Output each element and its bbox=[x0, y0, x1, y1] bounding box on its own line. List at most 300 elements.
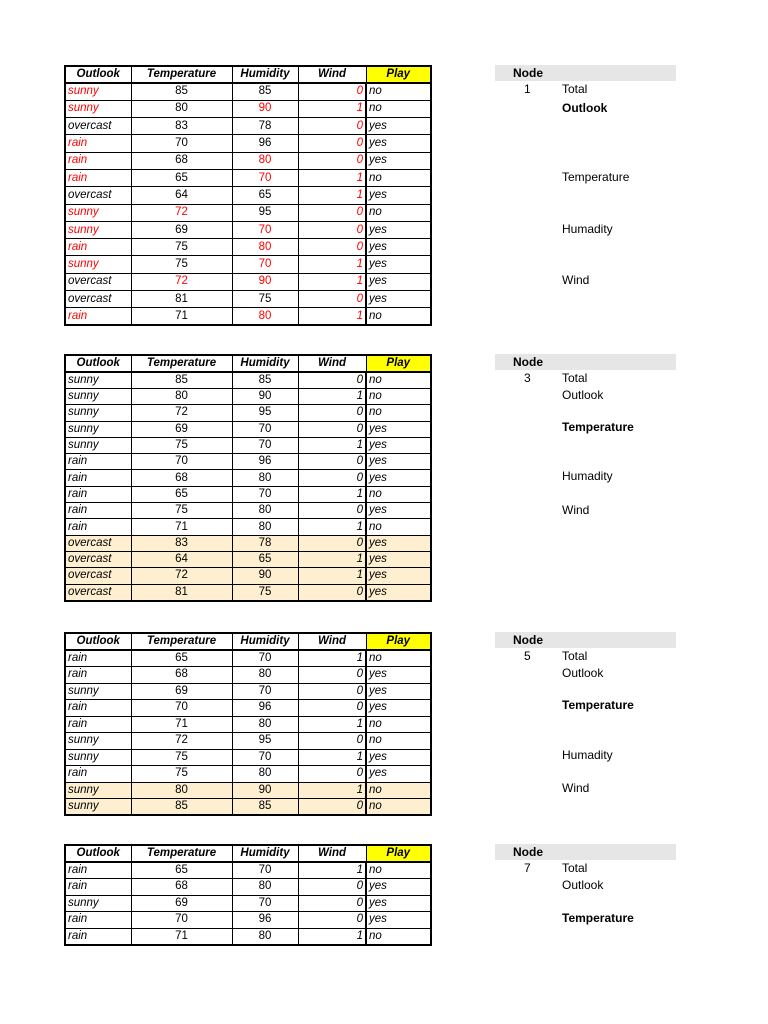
cell-temperature[interactable]: 68 bbox=[131, 152, 232, 169]
cell-humidity[interactable]: 70 bbox=[232, 256, 298, 273]
header-play[interactable]: Play bbox=[366, 845, 431, 862]
cell-temperature[interactable]: 72 bbox=[131, 204, 232, 221]
cell-play[interactable]: yes bbox=[366, 683, 431, 700]
cell-temperature[interactable]: 80 bbox=[131, 100, 232, 117]
cell-play[interactable]: yes bbox=[366, 749, 431, 766]
node-number: 3 bbox=[524, 371, 531, 385]
cell-temperature[interactable]: 81 bbox=[131, 291, 232, 308]
table-header-row bbox=[65, 66, 431, 83]
table-row bbox=[65, 799, 431, 816]
header-humidity[interactable]: Humidity bbox=[232, 66, 298, 83]
cell-wind[interactable]: 1 bbox=[298, 749, 366, 766]
cell-play[interactable]: no bbox=[366, 389, 431, 405]
cell-temperature[interactable]: 65 bbox=[131, 486, 232, 502]
cell-humidity[interactable]: 70 bbox=[232, 486, 298, 502]
cell-humidity[interactable]: 96 bbox=[232, 454, 298, 470]
cell-wind[interactable]: 0 bbox=[298, 895, 366, 912]
cell-wind[interactable]: 1 bbox=[298, 308, 366, 325]
cell-temperature[interactable]: 69 bbox=[131, 683, 232, 700]
node-panel-4 bbox=[495, 844, 676, 934]
table-row bbox=[65, 389, 431, 405]
cell-play[interactable]: no bbox=[366, 862, 431, 879]
data-table-1 bbox=[64, 65, 432, 326]
cell-wind[interactable]: 0 bbox=[298, 221, 366, 238]
cell-temperature[interactable]: 68 bbox=[131, 470, 232, 486]
node-total-label: Total bbox=[562, 649, 588, 663]
cell-outlook[interactable]: rain bbox=[65, 486, 131, 502]
cell-outlook[interactable]: sunny bbox=[65, 799, 131, 816]
cell-wind[interactable]: 0 bbox=[298, 503, 366, 519]
table-row bbox=[65, 568, 431, 584]
cell-humidity[interactable]: 75 bbox=[232, 584, 298, 601]
cell-outlook[interactable]: rain bbox=[65, 862, 131, 879]
cell-play[interactable]: no bbox=[366, 928, 431, 945]
cell-play[interactable]: no bbox=[366, 650, 431, 667]
cell-outlook[interactable]: sunny bbox=[65, 204, 131, 221]
header-play[interactable]: Play bbox=[366, 66, 431, 83]
cell-temperature[interactable]: 75 bbox=[131, 766, 232, 783]
node-header bbox=[495, 354, 676, 370]
table-row bbox=[65, 912, 431, 929]
cell-play[interactable]: yes bbox=[366, 273, 431, 290]
cell-temperature[interactable]: 70 bbox=[131, 912, 232, 929]
table-row bbox=[65, 100, 431, 117]
table-row bbox=[65, 716, 431, 733]
cell-wind[interactable]: 0 bbox=[298, 535, 366, 551]
cell-outlook[interactable]: rain bbox=[65, 716, 131, 733]
cell-humidity[interactable]: 80 bbox=[232, 308, 298, 325]
cell-humidity[interactable]: 75 bbox=[232, 291, 298, 308]
node-header bbox=[495, 632, 676, 648]
cell-humidity[interactable]: 80 bbox=[232, 766, 298, 783]
cell-humidity[interactable]: 96 bbox=[232, 700, 298, 717]
table-row bbox=[65, 895, 431, 912]
cell-outlook[interactable]: sunny bbox=[65, 256, 131, 273]
cell-wind[interactable]: 0 bbox=[298, 584, 366, 601]
cell-wind[interactable]: 1 bbox=[298, 650, 366, 667]
cell-play[interactable]: yes bbox=[366, 470, 431, 486]
table-row bbox=[65, 273, 431, 290]
cell-play[interactable]: no bbox=[366, 169, 431, 186]
cell-humidity[interactable]: 96 bbox=[232, 912, 298, 929]
node-total-label: Total bbox=[562, 82, 588, 96]
header-outlook[interactable]: Outlook bbox=[65, 355, 131, 372]
cell-play[interactable]: no bbox=[366, 405, 431, 421]
cell-temperature[interactable]: 65 bbox=[131, 169, 232, 186]
cell-wind[interactable]: 1 bbox=[298, 519, 366, 535]
cell-humidity[interactable]: 70 bbox=[232, 437, 298, 453]
header-play[interactable]: Play bbox=[366, 355, 431, 372]
cell-wind[interactable]: 0 bbox=[298, 683, 366, 700]
table-row bbox=[65, 308, 431, 325]
cell-wind[interactable]: 1 bbox=[298, 389, 366, 405]
table-row bbox=[65, 928, 431, 945]
cell-play[interactable]: yes bbox=[366, 879, 431, 896]
cell-outlook[interactable]: overcast bbox=[65, 187, 131, 204]
cell-temperature[interactable]: 71 bbox=[131, 928, 232, 945]
cell-humidity[interactable]: 65 bbox=[232, 187, 298, 204]
cell-outlook[interactable]: rain bbox=[65, 470, 131, 486]
cell-temperature[interactable]: 70 bbox=[131, 700, 232, 717]
table-header-row bbox=[65, 355, 431, 372]
cell-wind[interactable]: 1 bbox=[298, 256, 366, 273]
header-humidity[interactable]: Humidity bbox=[232, 355, 298, 372]
cell-outlook[interactable]: sunny bbox=[65, 83, 131, 100]
table-row bbox=[65, 733, 431, 750]
cell-wind[interactable]: 1 bbox=[298, 568, 366, 584]
cell-play[interactable]: no bbox=[366, 486, 431, 502]
table-row bbox=[65, 83, 431, 100]
table-row bbox=[65, 256, 431, 273]
cell-outlook[interactable]: sunny bbox=[65, 389, 131, 405]
header-temperature[interactable]: Temperature bbox=[131, 845, 232, 862]
cell-outlook[interactable]: rain bbox=[65, 308, 131, 325]
node-attr-wind: Wind bbox=[562, 503, 590, 517]
table-row bbox=[65, 221, 431, 238]
cell-play[interactable]: yes bbox=[366, 535, 431, 551]
cell-outlook[interactable]: sunny bbox=[65, 733, 131, 750]
node-label: Node bbox=[513, 845, 543, 859]
table-row bbox=[65, 766, 431, 783]
cell-temperature[interactable]: 69 bbox=[131, 421, 232, 437]
cell-outlook[interactable]: overcast bbox=[65, 118, 131, 135]
cell-play[interactable]: yes bbox=[366, 187, 431, 204]
table-row bbox=[65, 152, 431, 169]
cell-wind[interactable]: 0 bbox=[298, 879, 366, 896]
cell-humidity[interactable]: 80 bbox=[232, 470, 298, 486]
cell-humidity[interactable]: 95 bbox=[232, 405, 298, 421]
cell-play[interactable]: yes bbox=[366, 118, 431, 135]
header-outlook[interactable]: Outlook bbox=[65, 633, 131, 650]
cell-wind[interactable]: 0 bbox=[298, 912, 366, 929]
cell-humidity[interactable]: 70 bbox=[232, 169, 298, 186]
cell-humidity[interactable]: 80 bbox=[232, 152, 298, 169]
cell-humidity[interactable]: 78 bbox=[232, 535, 298, 551]
cell-humidity[interactable]: 80 bbox=[232, 667, 298, 684]
table-row bbox=[65, 667, 431, 684]
cell-temperature[interactable]: 83 bbox=[131, 118, 232, 135]
cell-outlook[interactable]: sunny bbox=[65, 895, 131, 912]
header-temperature[interactable]: Temperature bbox=[131, 633, 232, 650]
cell-wind[interactable]: 0 bbox=[298, 291, 366, 308]
cell-temperature[interactable]: 71 bbox=[131, 308, 232, 325]
cell-play[interactable]: no bbox=[366, 83, 431, 100]
table-row bbox=[65, 862, 431, 879]
cell-humidity[interactable]: 70 bbox=[232, 650, 298, 667]
node-attr-wind: Wind bbox=[562, 273, 590, 287]
node-label: Node bbox=[513, 66, 543, 80]
cell-play[interactable]: no bbox=[366, 100, 431, 117]
cell-temperature[interactable]: 75 bbox=[131, 256, 232, 273]
node-attr-outlook: Outlook bbox=[562, 388, 604, 402]
cell-temperature[interactable]: 65 bbox=[131, 650, 232, 667]
cell-temperature[interactable]: 64 bbox=[131, 551, 232, 567]
cell-outlook[interactable]: sunny bbox=[65, 372, 131, 389]
node-panel-3 bbox=[495, 632, 676, 804]
table-row bbox=[65, 118, 431, 135]
cell-wind[interactable]: 0 bbox=[298, 700, 366, 717]
node-panel-1 bbox=[495, 65, 676, 296]
cell-wind[interactable]: 1 bbox=[298, 782, 366, 799]
cell-temperature[interactable]: 68 bbox=[131, 879, 232, 896]
cell-temperature[interactable]: 75 bbox=[131, 437, 232, 453]
table-row bbox=[65, 372, 431, 389]
node-header bbox=[495, 844, 676, 860]
cell-wind[interactable]: 1 bbox=[298, 551, 366, 567]
cell-humidity[interactable]: 96 bbox=[232, 135, 298, 152]
node-attr-outlook: Outlook bbox=[562, 666, 604, 680]
cell-outlook[interactable]: rain bbox=[65, 503, 131, 519]
cell-humidity[interactable]: 85 bbox=[232, 799, 298, 816]
cell-outlook[interactable]: sunny bbox=[65, 683, 131, 700]
table-row bbox=[65, 454, 431, 470]
cell-wind[interactable]: 0 bbox=[298, 766, 366, 783]
header-humidity[interactable]: Humidity bbox=[232, 845, 298, 862]
header-humidity[interactable]: Humidity bbox=[232, 633, 298, 650]
cell-play[interactable]: no bbox=[366, 799, 431, 816]
header-outlook[interactable]: Outlook bbox=[65, 845, 131, 862]
cell-wind[interactable]: 0 bbox=[298, 83, 366, 100]
cell-humidity[interactable]: 70 bbox=[232, 421, 298, 437]
cell-temperature[interactable]: 85 bbox=[131, 372, 232, 389]
cell-outlook[interactable]: rain bbox=[65, 912, 131, 929]
cell-humidity[interactable]: 85 bbox=[232, 372, 298, 389]
cell-humidity[interactable]: 80 bbox=[232, 503, 298, 519]
cell-humidity[interactable]: 70 bbox=[232, 749, 298, 766]
cell-play[interactable]: yes bbox=[366, 584, 431, 601]
cell-temperature[interactable]: 68 bbox=[131, 667, 232, 684]
cell-play[interactable]: no bbox=[366, 733, 431, 750]
cell-temperature[interactable]: 80 bbox=[131, 389, 232, 405]
cell-outlook[interactable]: rain bbox=[65, 135, 131, 152]
header-outlook[interactable]: Outlook bbox=[65, 66, 131, 83]
header-play[interactable]: Play bbox=[366, 633, 431, 650]
cell-outlook[interactable]: rain bbox=[65, 454, 131, 470]
cell-play[interactable]: yes bbox=[366, 766, 431, 783]
cell-outlook[interactable]: sunny bbox=[65, 437, 131, 453]
cell-temperature[interactable]: 85 bbox=[131, 799, 232, 816]
cell-play[interactable]: no bbox=[366, 782, 431, 799]
cell-wind[interactable]: 0 bbox=[298, 118, 366, 135]
cell-play[interactable]: yes bbox=[366, 256, 431, 273]
cell-wind[interactable]: 0 bbox=[298, 454, 366, 470]
table-row bbox=[65, 879, 431, 896]
cell-temperature[interactable]: 80 bbox=[131, 782, 232, 799]
table-row bbox=[65, 437, 431, 453]
header-temperature[interactable]: Temperature bbox=[131, 355, 232, 372]
cell-humidity[interactable]: 90 bbox=[232, 100, 298, 117]
cell-wind[interactable]: 0 bbox=[298, 799, 366, 816]
cell-wind[interactable]: 0 bbox=[298, 204, 366, 221]
header-wind[interactable]: Wind bbox=[298, 633, 366, 650]
cell-outlook[interactable]: rain bbox=[65, 700, 131, 717]
table-row bbox=[65, 551, 431, 567]
cell-temperature[interactable]: 69 bbox=[131, 221, 232, 238]
cell-play[interactable]: yes bbox=[366, 568, 431, 584]
node-attr-wind: Wind bbox=[562, 781, 590, 795]
cell-temperature[interactable]: 69 bbox=[131, 895, 232, 912]
cell-wind[interactable]: 1 bbox=[298, 187, 366, 204]
cell-play[interactable]: yes bbox=[366, 700, 431, 717]
cell-humidity[interactable]: 90 bbox=[232, 782, 298, 799]
table-row bbox=[65, 650, 431, 667]
table-row bbox=[65, 421, 431, 437]
cell-temperature[interactable]: 71 bbox=[131, 716, 232, 733]
cell-humidity[interactable]: 95 bbox=[232, 204, 298, 221]
cell-play[interactable]: no bbox=[366, 372, 431, 389]
cell-outlook[interactable]: rain bbox=[65, 519, 131, 535]
cell-wind[interactable]: 0 bbox=[298, 470, 366, 486]
cell-play[interactable]: yes bbox=[366, 912, 431, 929]
table-row bbox=[65, 239, 431, 256]
cell-wind[interactable]: 1 bbox=[298, 862, 366, 879]
cell-temperature[interactable]: 72 bbox=[131, 405, 232, 421]
table-row bbox=[65, 470, 431, 486]
cell-outlook[interactable]: rain bbox=[65, 879, 131, 896]
cell-outlook[interactable]: overcast bbox=[65, 568, 131, 584]
cell-temperature[interactable]: 64 bbox=[131, 187, 232, 204]
cell-humidity[interactable]: 80 bbox=[232, 879, 298, 896]
cell-temperature[interactable]: 65 bbox=[131, 862, 232, 879]
node-attr-humadity: Humadity bbox=[562, 748, 613, 762]
cell-outlook[interactable]: overcast bbox=[65, 584, 131, 601]
cell-play[interactable]: yes bbox=[366, 239, 431, 256]
cell-wind[interactable]: 0 bbox=[298, 733, 366, 750]
node-attr-temperature: Temperature bbox=[562, 911, 634, 925]
cell-temperature[interactable]: 72 bbox=[131, 273, 232, 290]
node-attr-outlook: Outlook bbox=[562, 878, 604, 892]
cell-outlook[interactable]: rain bbox=[65, 766, 131, 783]
cell-humidity[interactable]: 65 bbox=[232, 551, 298, 567]
cell-temperature[interactable]: 83 bbox=[131, 535, 232, 551]
cell-outlook[interactable]: rain bbox=[65, 928, 131, 945]
cell-play[interactable]: yes bbox=[366, 454, 431, 470]
cell-wind[interactable]: 1 bbox=[298, 100, 366, 117]
cell-outlook[interactable]: overcast bbox=[65, 273, 131, 290]
table-row bbox=[65, 405, 431, 421]
node-attr-temperature: Temperature bbox=[562, 698, 634, 712]
cell-temperature[interactable]: 75 bbox=[131, 749, 232, 766]
cell-play[interactable]: yes bbox=[366, 551, 431, 567]
cell-wind[interactable]: 0 bbox=[298, 372, 366, 389]
cell-temperature[interactable]: 81 bbox=[131, 584, 232, 601]
cell-play[interactable]: yes bbox=[366, 503, 431, 519]
cell-wind[interactable]: 1 bbox=[298, 928, 366, 945]
cell-humidity[interactable]: 80 bbox=[232, 716, 298, 733]
header-wind[interactable]: Wind bbox=[298, 845, 366, 862]
cell-play[interactable]: no bbox=[366, 519, 431, 535]
cell-temperature[interactable]: 72 bbox=[131, 568, 232, 584]
cell-temperature[interactable]: 75 bbox=[131, 503, 232, 519]
table-row bbox=[65, 135, 431, 152]
cell-wind[interactable]: 0 bbox=[298, 239, 366, 256]
cell-outlook[interactable]: sunny bbox=[65, 100, 131, 117]
cell-outlook[interactable]: rain bbox=[65, 152, 131, 169]
cell-play[interactable]: yes bbox=[366, 667, 431, 684]
cell-humidity[interactable]: 80 bbox=[232, 519, 298, 535]
cell-humidity[interactable]: 80 bbox=[232, 239, 298, 256]
cell-humidity[interactable]: 90 bbox=[232, 389, 298, 405]
cell-outlook[interactable]: rain bbox=[65, 650, 131, 667]
cell-play[interactable]: yes bbox=[366, 437, 431, 453]
node-total-label: Total bbox=[562, 371, 588, 385]
cell-wind[interactable]: 0 bbox=[298, 152, 366, 169]
data-table-2 bbox=[64, 354, 432, 602]
cell-play[interactable]: no bbox=[366, 308, 431, 325]
cell-wind[interactable]: 1 bbox=[298, 486, 366, 502]
cell-outlook[interactable]: rain bbox=[65, 667, 131, 684]
cell-outlook[interactable]: sunny bbox=[65, 782, 131, 799]
cell-humidity[interactable]: 80 bbox=[232, 928, 298, 945]
cell-outlook[interactable]: rain bbox=[65, 239, 131, 256]
cell-temperature[interactable]: 72 bbox=[131, 733, 232, 750]
cell-wind[interactable]: 1 bbox=[298, 716, 366, 733]
table-row bbox=[65, 204, 431, 221]
node-label: Node bbox=[513, 355, 543, 369]
cell-outlook[interactable]: overcast bbox=[65, 291, 131, 308]
cell-wind[interactable]: 0 bbox=[298, 405, 366, 421]
cell-wind[interactable]: 1 bbox=[298, 273, 366, 290]
cell-humidity[interactable]: 90 bbox=[232, 568, 298, 584]
cell-humidity[interactable]: 78 bbox=[232, 118, 298, 135]
cell-temperature[interactable]: 70 bbox=[131, 454, 232, 470]
cell-outlook[interactable]: overcast bbox=[65, 535, 131, 551]
cell-outlook[interactable]: sunny bbox=[65, 405, 131, 421]
cell-play[interactable]: yes bbox=[366, 152, 431, 169]
cell-outlook[interactable]: overcast bbox=[65, 551, 131, 567]
node-label: Node bbox=[513, 633, 543, 647]
cell-play[interactable]: yes bbox=[366, 291, 431, 308]
cell-play[interactable]: yes bbox=[366, 135, 431, 152]
cell-humidity[interactable]: 95 bbox=[232, 733, 298, 750]
cell-outlook[interactable]: rain bbox=[65, 169, 131, 186]
cell-temperature[interactable]: 71 bbox=[131, 519, 232, 535]
cell-temperature[interactable]: 75 bbox=[131, 239, 232, 256]
cell-outlook[interactable]: sunny bbox=[65, 749, 131, 766]
cell-wind[interactable]: 0 bbox=[298, 135, 366, 152]
cell-play[interactable]: yes bbox=[366, 421, 431, 437]
node-number: 7 bbox=[524, 861, 531, 875]
header-wind[interactable]: Wind bbox=[298, 355, 366, 372]
cell-wind[interactable]: 0 bbox=[298, 421, 366, 437]
cell-outlook[interactable]: sunny bbox=[65, 421, 131, 437]
cell-humidity[interactable]: 85 bbox=[232, 83, 298, 100]
table-row bbox=[65, 486, 431, 502]
cell-play[interactable]: no bbox=[366, 716, 431, 733]
cell-outlook[interactable]: sunny bbox=[65, 221, 131, 238]
cell-humidity[interactable]: 70 bbox=[232, 895, 298, 912]
table-row bbox=[65, 782, 431, 799]
cell-humidity[interactable]: 70 bbox=[232, 221, 298, 238]
cell-humidity[interactable]: 90 bbox=[232, 273, 298, 290]
cell-play[interactable]: yes bbox=[366, 895, 431, 912]
node-number: 5 bbox=[524, 649, 531, 663]
cell-humidity[interactable]: 70 bbox=[232, 683, 298, 700]
cell-temperature[interactable]: 70 bbox=[131, 135, 232, 152]
cell-temperature[interactable]: 85 bbox=[131, 83, 232, 100]
header-wind[interactable]: Wind bbox=[298, 66, 366, 83]
table-header-row bbox=[65, 845, 431, 862]
cell-wind[interactable]: 1 bbox=[298, 169, 366, 186]
cell-wind[interactable]: 0 bbox=[298, 667, 366, 684]
cell-play[interactable]: no bbox=[366, 204, 431, 221]
header-temperature[interactable]: Temperature bbox=[131, 66, 232, 83]
cell-humidity[interactable]: 70 bbox=[232, 862, 298, 879]
cell-play[interactable]: yes bbox=[366, 221, 431, 238]
cell-wind[interactable]: 1 bbox=[298, 437, 366, 453]
table-row bbox=[65, 519, 431, 535]
table-row bbox=[65, 535, 431, 551]
